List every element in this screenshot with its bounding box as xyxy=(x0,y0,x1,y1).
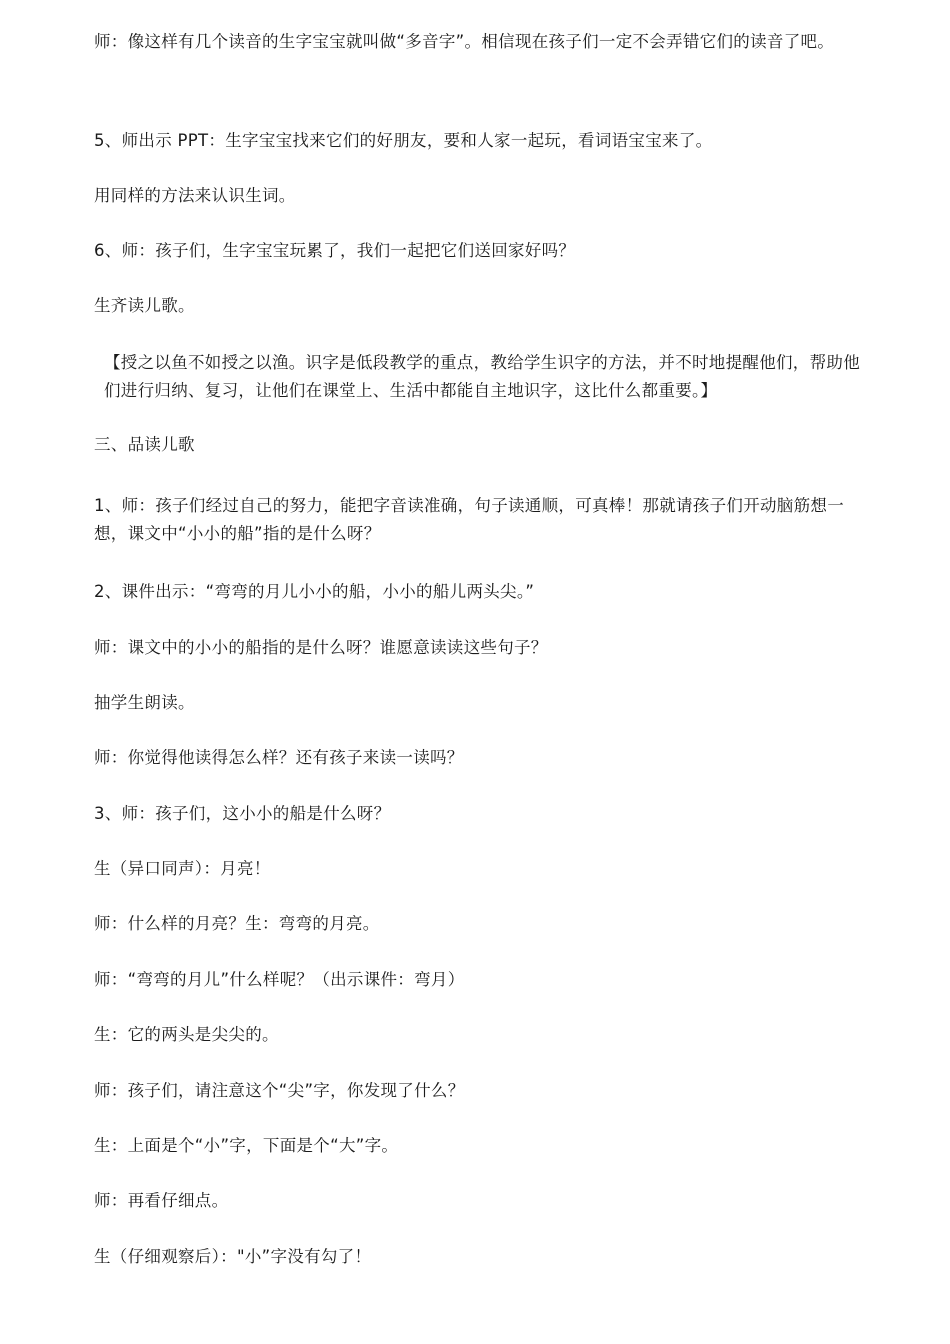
section-heading-3: 三、品读儿歌 xyxy=(94,435,195,454)
paragraph-answer-moon: 生（异口同声）：月亮！ xyxy=(94,859,271,878)
paragraph-same-method: 用同样的方法来认识生词。 xyxy=(94,186,296,205)
paragraph-no-hook: 生（仔细观察后）："小”字没有勾了！ xyxy=(94,1247,372,1266)
paragraph-step-6: 6、师：孩子们，生字宝宝玩累了，我们一起把它们送回家好吗？ xyxy=(94,241,576,260)
paragraph-step-2: 2、课件出示：“弯弯的月儿小小的船，小小的船儿两头尖。” xyxy=(94,582,535,601)
paragraph-duoyinzi: 师：像这样有几个读音的生字宝宝就叫做“多音字”。相信现在孩子们一定不会弄错它们的读音了吧。 xyxy=(94,32,835,51)
paragraph-read-song: 生齐读儿歌。 xyxy=(94,296,195,315)
paragraph-step-1: 1、师：孩子们经过自己的努力，能把字音读准确，句子读通顺，可真棒！那就请孩子们开动脑筋想一想，课文中“小小的船”指的是什么呀？ xyxy=(94,496,844,543)
paragraph-teaching-note: 【授之以鱼不如授之以渔。识字是低段教学的重点，教给学生识字的方法，并不时地提醒他们，帮助他们进行归纳、复习，让他们在课堂上、生活中都能自主地识字，这比什么都重要。】 xyxy=(104,353,860,400)
paragraph-pointed-ends: 生：它的两头是尖尖的。 xyxy=(94,1025,279,1044)
paragraph-step-5: 5、师出示 PPT：生字宝宝找来它们的好朋友，要和人家一起玩，看词语宝宝来了。 xyxy=(94,131,713,150)
paragraph-crescent: 师：“弯弯的月儿”什么样呢？（出示课件：弯月） xyxy=(94,970,465,989)
paragraph-step-3: 3、师：孩子们，这小小的船是什么呀？ xyxy=(94,804,391,823)
paragraph-how-read: 师：你觉得他读得怎么样？还有孩子来读一读吗？ xyxy=(94,748,464,767)
paragraph-jian-char: 师：孩子们，请注意这个“尖”字，你发现了什么？ xyxy=(94,1081,465,1100)
paragraph-question-boat: 师：课文中的小小的船指的是什么呀？谁愿意读读这些句子？ xyxy=(94,638,548,657)
paragraph-xiao-da: 生：上面是个“小”字，下面是个“大”字。 xyxy=(94,1136,399,1155)
paragraph-what-moon: 师：什么样的月亮？生：弯弯的月亮。 xyxy=(94,914,380,933)
paragraph-look-closer: 师：再看仔细点。 xyxy=(94,1191,229,1210)
paragraph-student-read: 抽学生朗读。 xyxy=(94,693,195,712)
